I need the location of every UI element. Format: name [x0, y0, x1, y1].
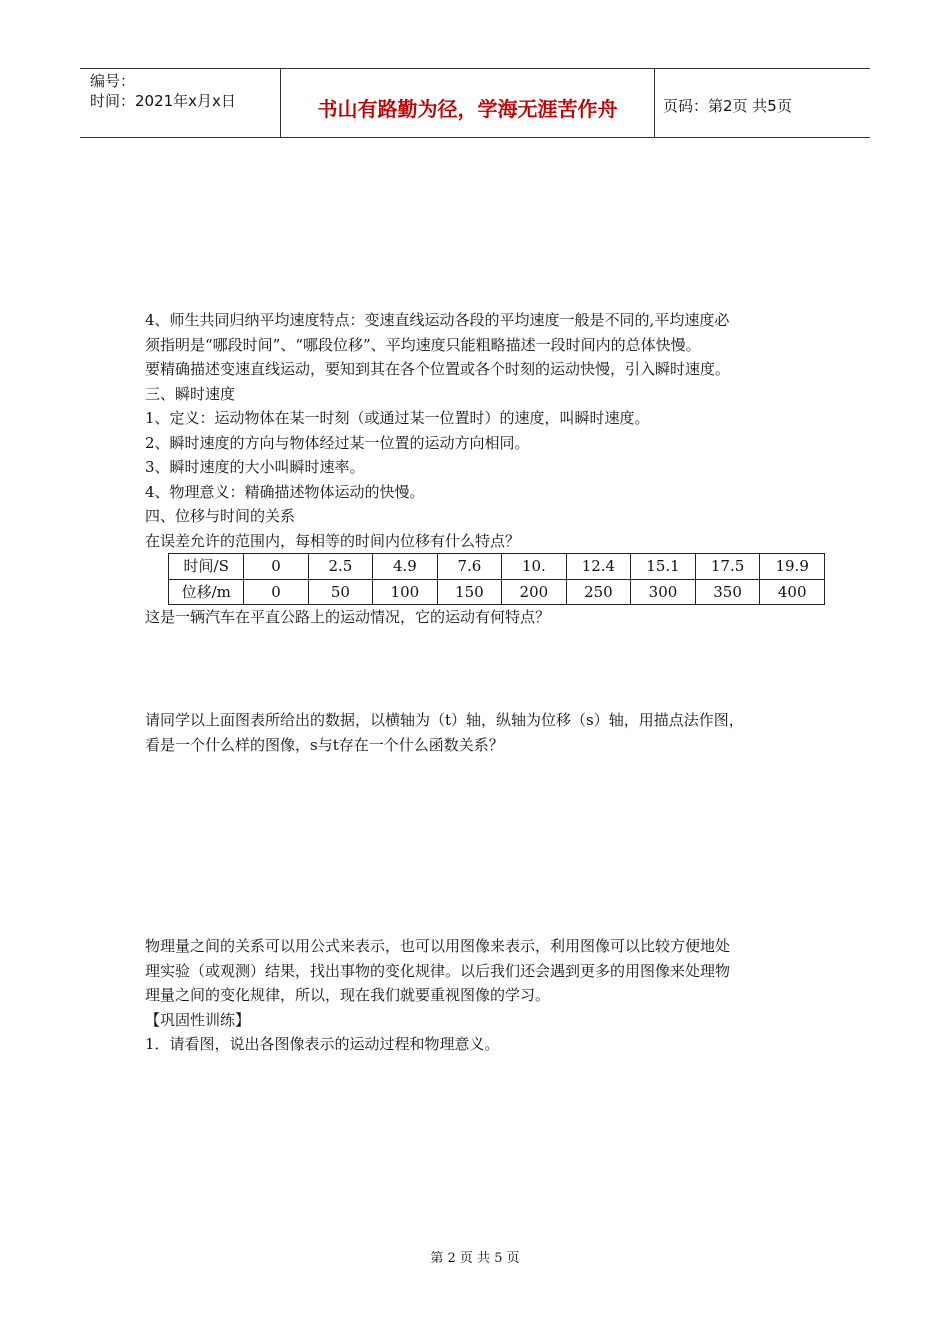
section-heading: 【巩固性训练】	[145, 1010, 251, 1029]
table-cell: 10.	[502, 554, 567, 580]
table-cell: 15.1	[631, 554, 696, 580]
table-cell: 17.5	[695, 554, 760, 580]
table-cell: 4.9	[373, 554, 438, 580]
time-displacement-table	[168, 553, 825, 605]
section-heading: 三、瞬时速度	[145, 384, 236, 403]
paragraph-line: 请同学以上面图表所给出的数据，以横轴为（t）轴，纵轴为位移（s）轴，用描点法作图，	[145, 711, 744, 729]
paragraph-line: 1．请看图，说出各图像表示的运动过程和物理意义。	[145, 1035, 500, 1053]
table-cell: 200	[502, 579, 567, 605]
table-row	[169, 579, 825, 605]
paragraph-line: 须指明是“哪段时间”、“哪段位移”、平均速度只能粗略描述一段时间内的总体快慢。	[145, 335, 701, 354]
table-cell: 19.9	[760, 554, 825, 580]
paragraph-line: 看是一个什么样的图像，s与t存在一个什么函数关系？	[145, 735, 504, 754]
table-cell: 时间/S	[169, 554, 244, 580]
page-header	[80, 68, 870, 138]
table-cell: 250	[566, 579, 631, 605]
table-cell: 100	[373, 579, 438, 605]
time-label: 时间：2021年x月x日	[90, 92, 236, 110]
table-cell: 150	[437, 579, 502, 605]
paragraph-line: 在误差允许的范围内，每相等的时间内位移有什么特点？	[145, 531, 521, 550]
table-cell: 12.4	[566, 554, 631, 580]
section-block-2	[145, 708, 825, 757]
section-heading: 四、位移与时间的关系	[145, 507, 296, 525]
paragraph-line: 物理量之间的关系可以用公式来表示，也可以用图像来表示，利用图像可以比较方便地处	[145, 937, 731, 955]
paragraph-line: 4、师生共同归纳平均速度特点：变速直线运动各段的平均速度一般是不同的,平均速度必	[145, 311, 730, 329]
table-cell: 0	[244, 554, 308, 580]
number-label: 编号：	[90, 72, 136, 90]
paragraph-line: 1、定义：运动物体在某一时刻（或通过某一位置时）的速度，叫瞬时速度。	[145, 409, 650, 427]
section-block-1	[145, 308, 825, 630]
paragraph-line: 理实验（或观测）结果，找出事物的变化规律。以后我们还会遇到更多的用图像来处理物	[145, 961, 731, 980]
table-cell: 400	[760, 579, 825, 605]
header-page-label: 页码：第2页 共5页	[663, 96, 792, 115]
table-cell: 位移/m	[169, 579, 244, 605]
paragraph-line: 3、瞬时速度的大小叫瞬时速率。	[145, 458, 365, 476]
paragraph-line: 2、瞬时速度的方向与物体经过某一位置的运动方向相同。	[145, 433, 530, 452]
table-cell: 300	[631, 579, 696, 605]
table-cell: 7.6	[437, 554, 502, 580]
paragraph-line: 4、物理意义：精确描述物体运动的快慢。	[145, 482, 425, 501]
paragraph-line: 理量之间的变化规律，所以，现在我们就要重视图像的学习。	[145, 986, 551, 1004]
paragraph-line: 这是一辆汽车在平直公路上的运动情况，它的运动有何特点？	[145, 608, 551, 626]
section-block-3	[145, 934, 825, 1057]
table-cell: 50	[308, 579, 372, 605]
page-footer: 第 2 页 共 5 页	[430, 1251, 520, 1266]
header-left-cell	[80, 69, 281, 137]
table-cell: 350	[695, 579, 760, 605]
table-cell: 0	[244, 579, 308, 605]
paragraph-line: 要精确描述变速直线运动，要知到其在各个位置或各个时刻的运动快慢，引入瞬时速度。	[145, 360, 731, 378]
header-motto: 书山有路勤为径，学海无涯苦作舟	[281, 69, 655, 137]
table-row	[169, 554, 825, 580]
table-cell: 2.5	[308, 554, 372, 580]
